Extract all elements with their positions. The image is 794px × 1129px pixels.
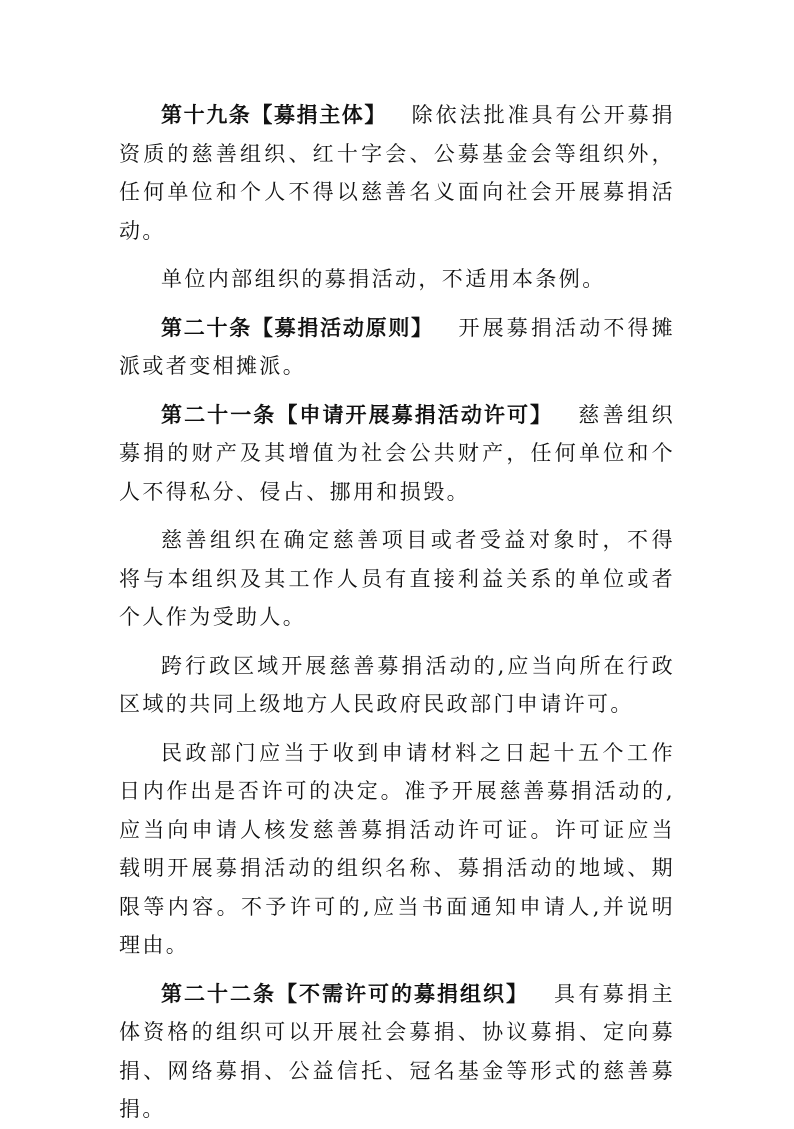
article-21-clause-2: [119, 521, 675, 637]
document-body: [119, 96, 675, 1129]
article-21-heading: 第二十一条【申请开展募捐活动许可】: [161, 402, 554, 427]
article-22-text: 具有募捐主体资格的组织可以开展社会募捐、协议募捐、定向募捐、网络募捐、公益信托、冠名基金等形式的慈善募捐。: [119, 981, 675, 1121]
article-20-text: 开展募捐活动不得摊派或者变相摊派。: [119, 315, 675, 378]
article-19-clause-2-text: 单位内部组织的募捐活动，不适用本条例。: [161, 267, 606, 291]
article-19-heading: 第十九条【募捐主体】: [161, 103, 387, 127]
article-20-paragraph: [119, 309, 675, 386]
article-21-clause-3-text: 跨行政区域开展慈善募捐活动的,应当向所在行政区域的共同上级地方人民政府民政部门申请许可。: [119, 653, 675, 716]
article-21-paragraph: [119, 396, 675, 512]
article-20-heading: 第二十条【募捐活动原则】: [161, 315, 434, 340]
article-21-clause-3: [119, 647, 675, 724]
article-22-paragraph: [119, 975, 675, 1129]
article-19-clause-2: [119, 260, 675, 299]
article-21-clause-2-text: 慈善组织在确定慈善项目或者受益对象时，不得将与本组织及其工作人员有直接利益关系的单位或者个人作为受助人。: [119, 528, 675, 629]
article-21-clause-4-text: 民政部门应当于收到申请材料之日起十五个工作日内作出是否许可的决定。准予开展慈善募捐活动的,应当向申请人核发慈善募捐活动许可证。许可证应当载明开展募捐活动的组织名称、募捐活动的地域、期限等内容。不予许可的,应当书面通知申请人,并说明理由。: [119, 740, 675, 957]
article-19-paragraph: [119, 96, 675, 250]
article-21-text: 慈善组织募捐的财产及其增值为社会公共财产，任何单位和个人不得私分、侵占、挪用和损毁。: [119, 402, 675, 504]
article-19-text: 除依法批准具有公开募捐资质的慈善组织、红十字会、公募基金会等组织外，任何单位和个人不得以慈善名义面向社会开展募捐活动。: [119, 103, 675, 243]
article-21-clause-4: [119, 734, 675, 965]
article-22-heading: 第二十二条【不需许可的募捐组织】: [161, 981, 529, 1006]
